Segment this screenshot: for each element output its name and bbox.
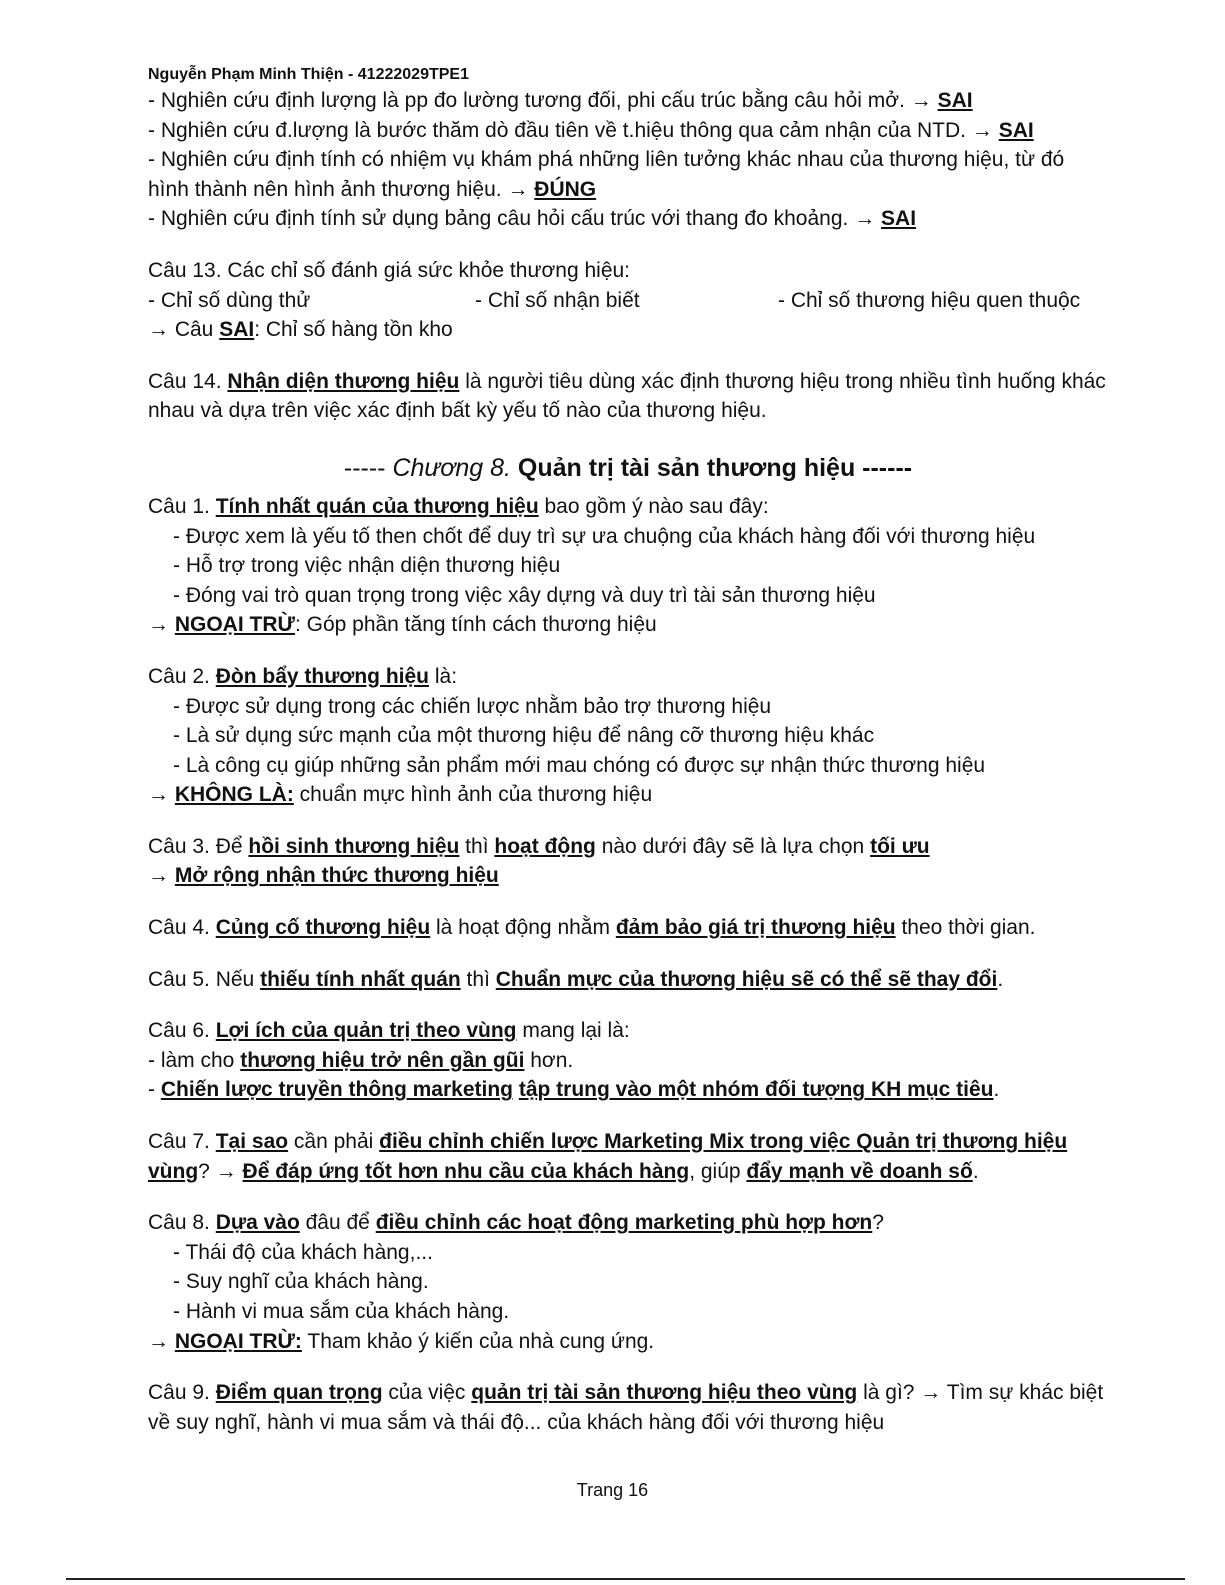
answer-text: Tìm sự khác biệt về suy nghĩ, hành vi mua sắm và thái độ... của khách hàng đối với thương hiệu — [148, 1381, 1104, 1434]
statement-text: - Nghiên cứu định lượng là pp đo lường tương đối, phi cấu trúc bằng câu hỏi mở. — [148, 89, 911, 112]
question-text: ? — [198, 1159, 216, 1183]
key-term: điều chỉnh chiến lược Marketing Mix trong việc Quản trị thương hiệu vùng — [148, 1130, 1068, 1183]
question-text: là hoạt động nhằm — [430, 916, 616, 940]
statement-text: - Nghiên cứu định tính sử dụng bảng câu hỏi cấu trúc với thang đo khoảng. — [148, 207, 855, 231]
question-6 — [148, 1016, 1108, 1046]
option: - Chỉ số nhận biết — [475, 288, 640, 312]
question-text: mang lại là: — [516, 1019, 630, 1043]
question-text: đâu để — [299, 1211, 376, 1235]
key-term: Lợi ích của quản trị theo vùng — [215, 1019, 517, 1043]
key-term: Điểm quan trọng — [215, 1381, 383, 1405]
key-term: Dựa vào — [215, 1211, 300, 1235]
chapter-title: Quản trị tài sản thương hiệu ------ — [510, 453, 913, 482]
question-1 — [148, 492, 1108, 522]
question-text: . — [972, 1159, 979, 1183]
answer-label: NGOẠI TRỪ: — [174, 1329, 302, 1353]
list-item: - Suy nghĩ của khách hàng. — [173, 1270, 429, 1294]
question-number: Câu 8. — [148, 1211, 216, 1235]
question-number: Câu 4. — [148, 916, 216, 940]
list-item — [148, 1075, 1108, 1105]
arrow-icon: → — [910, 89, 932, 112]
question-14 — [148, 367, 1108, 426]
answer-label: NGOẠI TRỪ — [174, 613, 295, 637]
key-term: hoạt động — [494, 834, 596, 858]
question-4 — [148, 913, 1108, 943]
key-term: thương hiệu trở nên gần gũi — [240, 1048, 525, 1072]
question-number: Câu 3. Để — [148, 834, 249, 858]
key-term: hồi sinh thương hiệu — [248, 834, 460, 858]
key-term: điều chỉnh các hoạt động marketing phù hợp hơn — [375, 1211, 873, 1235]
item-text: - — [148, 1078, 161, 1102]
answer-label: SAI — [219, 318, 255, 342]
arrow-icon: → — [920, 1381, 942, 1405]
statement-line — [148, 116, 1108, 146]
key-term: tập trung vào một nhóm đối tượng KH mục tiêu — [518, 1078, 994, 1102]
arrow-icon: → — [854, 207, 876, 231]
arrow-icon: → — [148, 613, 169, 637]
question-number: Câu 2. — [148, 664, 216, 688]
key-term: Chiến lược truyền thông marketing — [160, 1078, 513, 1102]
statement-line — [148, 86, 1108, 116]
answer-label: SAI — [998, 118, 1034, 142]
key-term: tối ưu — [870, 834, 930, 858]
question-text: theo thời gian. — [895, 916, 1036, 940]
list-item: - Được xem là yếu tố then chốt để duy trì sự ưa chuộng của khách hàng đối với thương hiệu — [173, 524, 1036, 548]
key-term: Nhận diện thương hiệu — [227, 369, 460, 393]
arrow-icon: → — [148, 783, 169, 807]
answer-text: : Góp phần tăng tính cách thương hiệu — [294, 613, 657, 637]
question-9 — [148, 1378, 1108, 1437]
question-2 — [148, 662, 1108, 692]
question-number: Câu 6. — [148, 1019, 216, 1043]
answer-label: KHÔNG LÀ: — [174, 783, 294, 807]
arrow-icon: → — [215, 1159, 237, 1183]
statement-text: - Nghiên cứu định tính có nhiệm vụ khám phá những liên tưởng khác nhau của thương hiệu, từ đó hình thành nên hình ảnh thương hiệu. — [148, 148, 1065, 201]
answer-text: Tham khảo ý kiến của nhà cung ứng. — [301, 1329, 655, 1353]
question-number: Câu 5. Nếu — [148, 967, 261, 991]
arrow-icon: → — [507, 177, 529, 201]
list-item: - Hỗ trợ trong việc nhận diện thương hiệu — [173, 554, 561, 578]
key-term: thiếu tính nhất quán — [260, 967, 461, 991]
option: - Chỉ số dùng thử — [148, 288, 311, 312]
page-content — [148, 86, 1108, 1437]
question-3 — [148, 832, 1108, 862]
question-8-answer — [148, 1327, 1108, 1357]
key-term: quản trị tài sản thương hiệu theo vùng — [471, 1381, 858, 1405]
question-text: nào dưới đây sẽ là lựa chọn — [595, 834, 871, 858]
answer-label: Mở rộng nhận thức thương hiệu — [174, 864, 499, 888]
list-item: - Hành vi mua sắm của khách hàng. — [173, 1300, 510, 1323]
question-text: . — [997, 967, 1004, 991]
list-item — [148, 1046, 1108, 1076]
question-number: Câu 7. — [148, 1130, 216, 1154]
answer-text: chuẩn mực hình ảnh của thương hiệu — [293, 783, 653, 807]
statement-text: - Nghiên cứu đ.lượng là bước thăm dò đầu tiên về t.hiệu thông qua cảm nhận của NTD. — [148, 118, 972, 142]
question-7 — [148, 1127, 1108, 1186]
answer-label: SAI — [937, 89, 973, 112]
question-5 — [148, 965, 1108, 995]
item-text: hơn. — [524, 1048, 574, 1072]
key-term: Tính nhất quán của thương hiệu — [215, 494, 539, 518]
question-text: là: — [429, 664, 458, 688]
statement-line — [148, 204, 1108, 234]
key-term: Củng cố thương hiệu — [215, 916, 431, 940]
key-term: đẩy mạnh về doanh số — [746, 1159, 973, 1183]
question-text: thì — [460, 967, 496, 991]
arrow-icon: → — [148, 1329, 169, 1353]
item-text: - làm cho — [148, 1048, 241, 1072]
arrow-icon: → — [971, 118, 993, 142]
chapter-heading — [148, 450, 1108, 486]
page-number: Trang 16 — [576, 1480, 649, 1500]
question-13-options — [148, 286, 1108, 316]
answer-text: : Chỉ số hàng tồn kho — [254, 318, 453, 342]
question-2-answer — [148, 780, 1108, 810]
chapter-number: Chương 8. — [392, 453, 511, 482]
question-number: Câu 9. — [148, 1381, 216, 1405]
item-text: . — [993, 1078, 1000, 1102]
key-term: Đòn bẩy thương hiệu — [215, 664, 430, 688]
question-text: , giúp — [689, 1159, 747, 1183]
question-text: ? — [872, 1211, 884, 1235]
question-text: bao gồm ý nào sau đây: — [538, 494, 769, 518]
answer-label: ĐÚNG — [534, 177, 597, 201]
list-item: - Thái độ của khách hàng,... — [173, 1240, 433, 1264]
question-13-title: Câu 13. Các chỉ số đánh giá sức khỏe thương hiệu: — [148, 258, 631, 282]
page-bottom-divider — [66, 1578, 1185, 1580]
question-text: cần phải — [288, 1130, 380, 1154]
key-term: Tại sao — [215, 1130, 289, 1154]
arrow-icon: → — [148, 318, 169, 342]
statement-line — [148, 145, 1108, 204]
question-number: Câu 1. — [148, 494, 216, 518]
key-term: Để đáp ứng tốt hơn nhu cầu của khách hàng — [242, 1159, 690, 1183]
question-text: của việc — [382, 1381, 472, 1405]
answer-prefix: Câu — [169, 318, 220, 342]
question-number: Câu 14. — [148, 369, 228, 393]
list-item: - Là công cụ giúp những sản phẩm mới mau chóng có được sự nhận thức thương hiệu — [173, 753, 986, 777]
arrow-icon: → — [148, 864, 169, 888]
list-item: - Được sử dụng trong các chiến lược nhằm bảo trợ thương hiệu — [173, 694, 772, 718]
option: - Chỉ số thương hiệu quen thuộc — [778, 288, 1081, 312]
author-header: Nguyễn Phạm Minh Thiện - 41222029TPE1 — [148, 66, 469, 83]
list-item: - Đóng vai trò quan trọng trong việc xây dựng và duy trì tài sản thương hiệu — [173, 583, 876, 607]
chapter-dashes: ----- — [343, 453, 393, 482]
question-3-answer — [148, 861, 1108, 891]
answer-label: SAI — [881, 207, 917, 231]
question-text: là gì? — [857, 1381, 921, 1405]
question-text: thì — [459, 834, 495, 858]
list-item: - Là sử dụng sức mạnh của một thương hiệu để nâng cỡ thương hiệu khác — [173, 724, 875, 748]
question-13-answer — [148, 315, 1108, 345]
key-term: Chuẩn mực của thương hiệu sẽ có thể sẽ thay đổi — [495, 967, 998, 991]
key-term: đảm bảo giá trị thương hiệu — [615, 916, 896, 940]
question-8 — [148, 1208, 1108, 1238]
question-1-answer — [148, 610, 1108, 640]
question-text: là người tiêu dùng xác định thương hiệu trong nhiều tình huống khác nhau và dựa trên việc xác định bất kỳ yếu tố nào của thương hiệu. — [148, 369, 1106, 423]
